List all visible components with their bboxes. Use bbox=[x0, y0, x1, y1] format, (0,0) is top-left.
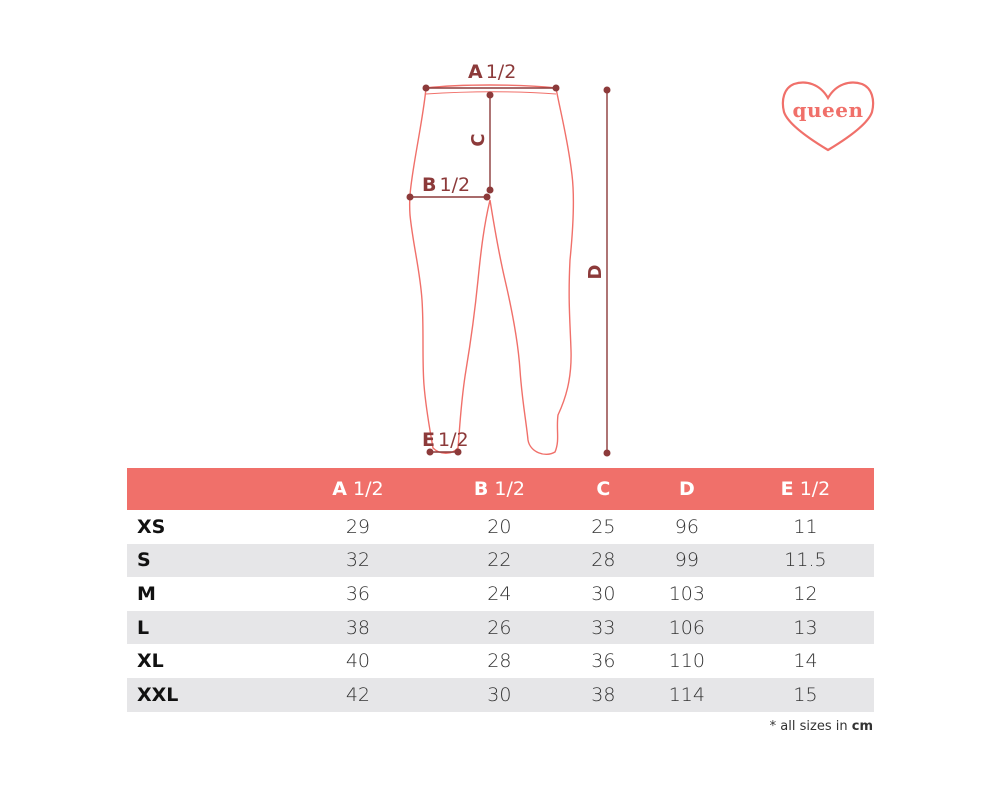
cell-c: 25 bbox=[591, 515, 616, 538]
measure-d-start-dot bbox=[604, 87, 611, 94]
measure-c-end-dot bbox=[487, 187, 494, 194]
measure-b-end-dot bbox=[484, 194, 491, 201]
header-a: A 1/2 bbox=[332, 478, 384, 500]
header-e: E 1/2 bbox=[780, 478, 831, 500]
size-chart-table bbox=[127, 468, 874, 712]
cell-b: 20 bbox=[487, 515, 512, 538]
header-d: D bbox=[678, 478, 695, 500]
cell-a: 42 bbox=[345, 683, 370, 706]
table-row bbox=[127, 544, 874, 578]
cell-a: 29 bbox=[345, 515, 370, 538]
cell-b: 22 bbox=[487, 549, 512, 572]
cell-c: 36 bbox=[591, 650, 616, 673]
table-row bbox=[127, 577, 874, 611]
measure-a-start-dot bbox=[423, 85, 430, 92]
row-size: XL bbox=[137, 650, 164, 673]
cell-a: 36 bbox=[345, 582, 370, 605]
measure-c-start-dot bbox=[487, 92, 494, 99]
queen-logo bbox=[778, 78, 878, 154]
cell-c: 33 bbox=[591, 616, 616, 639]
cell-d: 103 bbox=[668, 582, 705, 605]
pants-outline bbox=[410, 85, 574, 454]
cell-e: 11 bbox=[793, 515, 818, 538]
cell-d: 114 bbox=[668, 683, 705, 706]
units-note bbox=[770, 719, 873, 734]
cell-b: 30 bbox=[487, 683, 512, 706]
table-row bbox=[127, 611, 874, 645]
cell-e: 13 bbox=[793, 616, 818, 639]
cell-a: 38 bbox=[345, 616, 370, 639]
table-row bbox=[127, 510, 874, 544]
header-size bbox=[127, 468, 287, 510]
cell-d: 99 bbox=[674, 549, 699, 572]
cell-c: 30 bbox=[591, 582, 616, 605]
row-size: M bbox=[137, 582, 156, 605]
label-b: B 1/2 bbox=[422, 174, 471, 196]
cell-a: 32 bbox=[345, 549, 370, 572]
label-d: D bbox=[585, 264, 606, 280]
label-a: A 1/2 bbox=[468, 61, 517, 83]
cell-b: 26 bbox=[487, 616, 512, 639]
units-note-unit: cm bbox=[851, 719, 873, 734]
cell-d: 96 bbox=[674, 515, 699, 538]
label-e: E 1/2 bbox=[422, 429, 469, 451]
measure-d-end-dot bbox=[604, 450, 611, 457]
cell-c: 28 bbox=[591, 549, 616, 572]
cell-b: 24 bbox=[487, 582, 512, 605]
cell-e: 14 bbox=[793, 650, 818, 673]
units-note-prefix: * all sizes in bbox=[769, 719, 848, 734]
cell-e: 12 bbox=[793, 582, 818, 605]
cell-d: 110 bbox=[668, 650, 705, 673]
header-b: B 1/2 bbox=[473, 478, 525, 500]
cell-e: 15 bbox=[793, 683, 818, 706]
cell-e: 11.5 bbox=[784, 549, 827, 572]
cell-d: 106 bbox=[668, 616, 705, 639]
cell-a: 40 bbox=[345, 650, 370, 673]
measure-b-start-dot bbox=[407, 194, 414, 201]
row-size: L bbox=[137, 616, 150, 639]
table-row bbox=[127, 678, 874, 712]
table-row bbox=[127, 644, 874, 678]
logo-text: queen bbox=[792, 98, 864, 122]
row-size: XS bbox=[137, 515, 166, 538]
cell-c: 38 bbox=[591, 683, 616, 706]
table-header-row bbox=[127, 468, 874, 510]
row-size: S bbox=[137, 549, 151, 572]
row-size: XXL bbox=[137, 683, 179, 706]
measure-a-end-dot bbox=[553, 85, 560, 92]
cell-b: 28 bbox=[487, 650, 512, 673]
header-c: C bbox=[596, 478, 611, 500]
label-c: C bbox=[468, 133, 489, 147]
